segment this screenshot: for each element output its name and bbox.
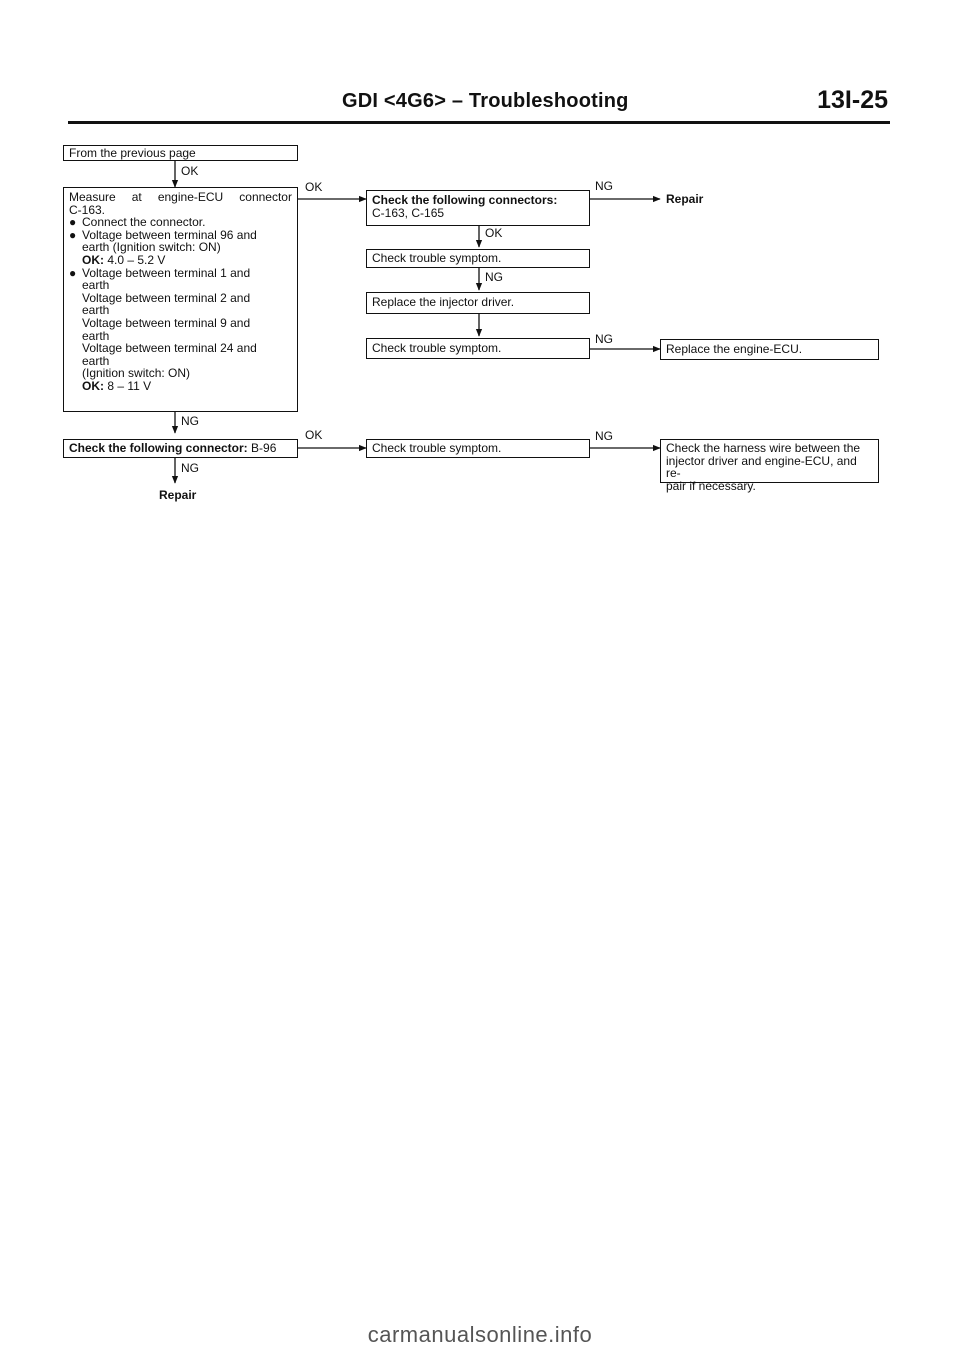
bullet-icon: ● bbox=[69, 265, 77, 280]
edge-label-ok: OK bbox=[305, 428, 323, 442]
bullet-icon: ● bbox=[69, 227, 77, 242]
edge-label-ng: NG bbox=[595, 332, 613, 346]
edge-label-ok: OK bbox=[181, 164, 199, 178]
measure-line1: Measure at engine-ECU connector bbox=[69, 190, 292, 204]
replace-engine-ecu-box: Replace the engine-ECU. bbox=[660, 339, 879, 360]
edge-label-ng: NG bbox=[181, 414, 199, 428]
from-previous-page-box bbox=[63, 145, 298, 161]
repair-terminal-b96: Repair bbox=[159, 488, 197, 502]
edge-label-ng: NG bbox=[485, 270, 503, 284]
edge-label-ng: NG bbox=[595, 429, 613, 443]
repair-terminal-connectors: Repair bbox=[666, 192, 704, 206]
measure-bullet2: ● Voltage between terminal 96 and earth (Ignition switch: ON) OK: 4.0 – 5.2 V bbox=[69, 227, 257, 267]
check-symptom-3-box: Check trouble symptom. bbox=[366, 439, 590, 458]
edge-label-ng: NG bbox=[595, 179, 613, 193]
measure-bullet1: ● Connect the connector. bbox=[69, 215, 206, 230]
measure-line2: C-163. bbox=[69, 202, 106, 217]
page-number: 13I-25 bbox=[817, 86, 888, 114]
bullet-icon: ● bbox=[69, 215, 77, 230]
check-symptom-2-box: Check trouble symptom. bbox=[366, 338, 590, 359]
edge-label-ok: OK bbox=[305, 180, 323, 194]
measure-ecu-connector-box bbox=[63, 187, 298, 412]
check-connectors-c163-box: Check the following connectors: C-163, C-165 bbox=[366, 190, 590, 226]
measure-ok2: OK: 8 – 11 V bbox=[82, 378, 152, 393]
check-connector-b96-box: Check the following connector: B-96 bbox=[63, 439, 298, 458]
edge-label-ng: NG bbox=[181, 461, 199, 475]
from-previous-page-text: From the previous page bbox=[69, 146, 196, 160]
page-title: GDI <4G6> – Troubleshooting bbox=[342, 90, 629, 112]
footer-watermark: carmanualsonline.info bbox=[367, 1322, 593, 1347]
edge-label-ok: OK bbox=[485, 226, 503, 240]
measure-bullet3: ● Voltage between terminal 1 and earth Voltage between terminal 2 and earth Voltage between terminal 9 and earth Voltage between terminal 24 and earth (Ignition switch: ON) OK: 8 – 11 V bbox=[69, 265, 257, 393]
check-symptom-1-box: Check trouble symptom. bbox=[366, 249, 590, 268]
harness-check-box: Check the harness wire between the injector driver and engine-ECU, and re- pair if necessary. bbox=[660, 439, 879, 483]
replace-injector-box: Replace the injector driver. bbox=[366, 292, 590, 314]
measure-ok1: OK: 4.0 – 5.2 V bbox=[82, 252, 166, 267]
